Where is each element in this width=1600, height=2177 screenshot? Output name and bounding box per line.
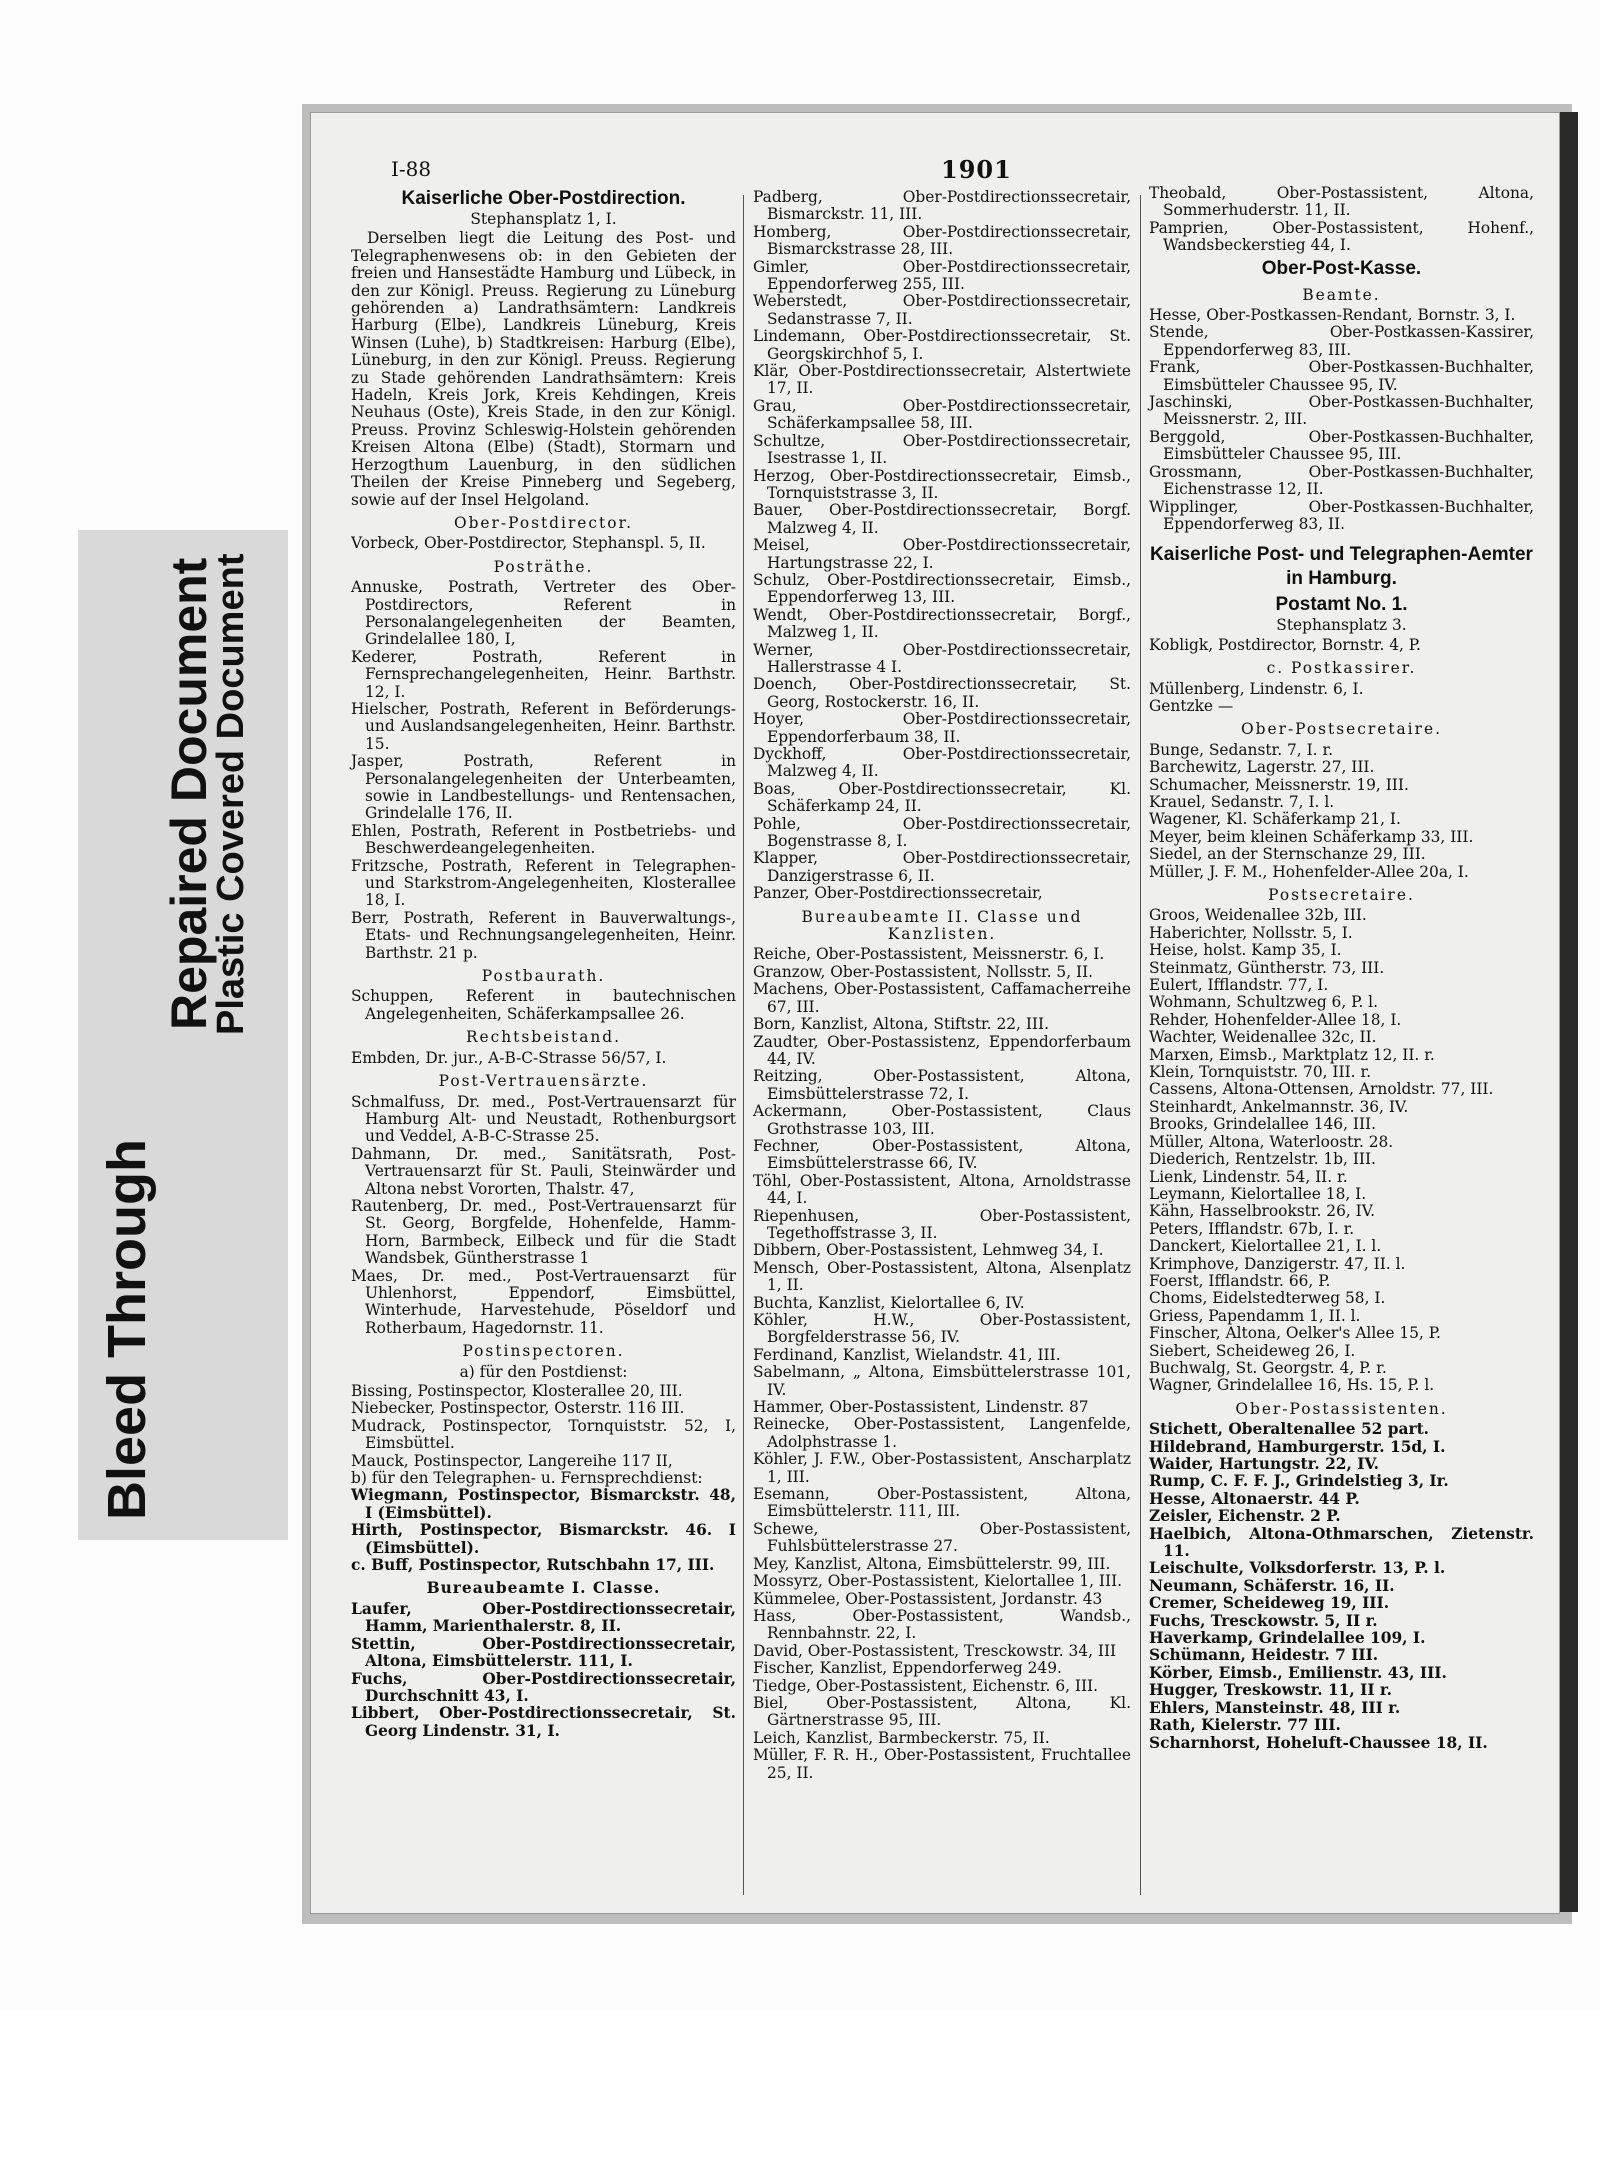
entry: Schuppen, Referent in bautechnischen Angelegenheiten, Schäferkampsallee 26. bbox=[351, 987, 736, 1023]
entry: Homberg, Ober-Postdirectionssecretair, Bismarckstrasse 28, III. bbox=[753, 222, 1131, 259]
entry: Kähn, Hasselbrookstr. 26, IV. bbox=[1149, 1202, 1376, 1221]
entry: Kobligk, Postdirector, Bornstr. 4, P. bbox=[1149, 635, 1421, 654]
entry: Leich, Kanzlist, Barmbeckerstr. 75, II. bbox=[753, 1728, 1050, 1747]
entry-list bbox=[1149, 1421, 1534, 1752]
entry: Grossmann, Ober-Postkassen-Buchhalter, Eichenstrasse 12, II. bbox=[1149, 462, 1534, 499]
entry: Hammer, Ober-Postassistent, Lindenstr. 87 bbox=[753, 1398, 1089, 1417]
entry: Fechner, Ober-Postassistent, Altona, Eimsbüttelerstrasse 66, IV. bbox=[753, 1136, 1131, 1173]
repaired-document-label: Repaired Document bbox=[161, 557, 217, 1030]
entry: Waider, Hartungstr. 22, IV. bbox=[1149, 1455, 1380, 1473]
column-2 bbox=[753, 185, 1131, 1782]
entry: Bissing, Postinspector, Klosterallee 20, III. bbox=[351, 1382, 683, 1400]
entry: Neumann, Schäferstr. 16, II. bbox=[1149, 1576, 1395, 1595]
column-rule-1 bbox=[743, 195, 744, 1895]
entry: Fuchs, Ober-Postdirectionssecretair, Durchschnitt 43, I. bbox=[351, 1669, 736, 1705]
section-heading: Bureaubeamte II. Classe und Kanzlisten. bbox=[801, 907, 1083, 944]
entry: Stichett, Oberaltenallee 52 part. bbox=[1149, 1420, 1430, 1439]
entry: Jaschinski, Ober-Postkassen-Buchhalter, Meissnerstr. 2, III. bbox=[1149, 393, 1534, 429]
entry: Riepenhusen, Ober-Postassistent, Tegethoffstrasse 3, II. bbox=[753, 1206, 1131, 1242]
entry: Sabelmann, „ Altona, Eimsbüttelerstrasse 101, IV. bbox=[753, 1363, 1131, 1399]
entry-list bbox=[351, 535, 736, 552]
page-number: I-88 bbox=[391, 157, 432, 181]
entry: Frank, Ober-Postkassen-Buchhalter, Eimsbütteler Chaussee 95, IV. bbox=[1149, 358, 1534, 394]
entry: Born, Kanzlist, Altona, Stiftstr. 22, III. bbox=[753, 1015, 1049, 1034]
entry: Dyckhoff, Ober-Postdirectionssecretair, Malzweg 4, II. bbox=[753, 745, 1131, 781]
entry: Wachter, Weidenallee 32c, II. bbox=[1149, 1028, 1377, 1047]
entry: Wendt, Ober-Postdirectionssecretair, Borgf., Malzweg 1, II. bbox=[753, 605, 1131, 642]
entry: Zaudter, Ober-Postassistenz, Eppendorferbaum 44, IV. bbox=[753, 1032, 1131, 1068]
entry: Krimphove, Danzigerstr. 47, II. l. bbox=[1149, 1254, 1406, 1273]
entry: Laufer, Ober-Postdirectionssecretair, Hamm, Marienthalerstr. 8, II. bbox=[351, 1599, 736, 1636]
entry: Hildebrand, Hamburgerstr. 15d, I. bbox=[1149, 1437, 1446, 1456]
entry-list bbox=[351, 1383, 736, 1470]
entry: Heise, holst. Kamp 35, I. bbox=[1149, 941, 1342, 960]
section-address: Stephansplatz 3. bbox=[1276, 616, 1407, 635]
entry: Herzog, Ober-Postdirectionssecretair, Eimsb., Tornquiststrasse 3, II. bbox=[753, 466, 1131, 502]
entry: Eulert, Ifflandstr. 77, I. bbox=[1149, 976, 1329, 995]
entry: Weberstedt, Ober-Postdirectionssecretair, Sedanstrasse 7, II. bbox=[753, 292, 1131, 328]
entry: Wipplinger, Ober-Postkassen-Buchhalter, Eppendorferweg 83, II. bbox=[1149, 497, 1534, 533]
entry: Körber, Eimsb., Emilienstr. 43, III. bbox=[1149, 1663, 1447, 1682]
entry: Lienk, Lindenstr. 54, II. r. bbox=[1149, 1167, 1348, 1186]
section-heading: Postinspectoren. bbox=[462, 1342, 625, 1361]
entry-list bbox=[1149, 637, 1534, 654]
entry: Choms, Eidelstedterweg 58, I. bbox=[1149, 1289, 1386, 1308]
entry: Leymann, Kielortallee 18, I. bbox=[1149, 1184, 1367, 1203]
entry: Barchewitz, Lagerstr. 27, III. bbox=[1149, 758, 1375, 777]
entry: Schultze, Ober-Postdirectionssecretair, Isestrasse 1, II. bbox=[753, 431, 1131, 468]
entry-list bbox=[351, 1050, 736, 1067]
entry: Wiegmann, Postinspector, Bismarckstr. 48, I (Eimsbüttel). bbox=[351, 1486, 736, 1522]
column-3 bbox=[1149, 185, 1534, 1752]
entry: Zeisler, Eichenstr. 2 P. bbox=[1149, 1507, 1341, 1526]
entry: Klär, Ober-Postdirectionssecretair, Alstertwiete 17, II. bbox=[753, 362, 1131, 398]
entry-list bbox=[1149, 742, 1534, 881]
section-heading: Beamte. bbox=[1302, 285, 1381, 304]
entry: Rump, C. F. F. J., Grindelstieg 3, Ir. bbox=[1149, 1472, 1449, 1491]
subsection-heading: b) für den Telegraphen- u. Fernsprechdienst: bbox=[351, 1469, 703, 1488]
entry: Haberichter, Nollsstr. 5, I. bbox=[1149, 923, 1353, 942]
entry: Hielscher, Postrath, Referent in Beförderungs- und Auslandsangelegenheiten, Heinr. Barthstr. 15. bbox=[351, 699, 736, 753]
page-binding-edge bbox=[1560, 112, 1578, 1912]
entry: Doench, Ober-Postdirectionssecretair, St. Georg, Rostockerstr. 16, II. bbox=[753, 675, 1131, 711]
entry: Mauck, Postinspector, Langereihe 117 II, bbox=[351, 1451, 673, 1470]
entry: Wohmann, Schultzweg 6, P. l. bbox=[1149, 993, 1378, 1012]
entry-list bbox=[351, 1601, 736, 1740]
entry: Vorbeck, Ober-Postdirector, Stephanspl. 5, II. bbox=[351, 534, 706, 553]
section-heading: Post-Vertrauensärzte. bbox=[438, 1072, 649, 1091]
bleed-through-label: Bleed Through bbox=[97, 1139, 157, 1520]
entry: Mossyrz, Ober-Postassistent, Kielortallee 1, III. bbox=[753, 1572, 1123, 1591]
entry-list bbox=[1149, 307, 1534, 533]
entry: Meisel, Ober-Postdirectionssecretair, Hartungstrasse 22, I. bbox=[753, 536, 1131, 572]
subsection-heading: a) für den Postdienst: bbox=[459, 1362, 628, 1381]
entry: Groos, Weidenallee 32b, III. bbox=[1149, 906, 1367, 925]
entry: Stettin, Ober-Postdirectionssecretair, Altona, Eimsbüttelerstr. 111, I. bbox=[351, 1634, 736, 1671]
entry: Müllenberg, Lindenstr. 6, I. bbox=[1149, 679, 1364, 698]
entry: Buchta, Kanzlist, Kielortallee 6, IV. bbox=[753, 1293, 1025, 1312]
section-title: Kaiserliche Ober-Postdirection. bbox=[401, 188, 686, 209]
entry: Klapper, Ober-Postdirectionssecretair, Danzigerstrasse 6, II. bbox=[753, 849, 1131, 885]
entry: Töhl, Ober-Postassistent, Altona, Arnoldstrasse 44, I. bbox=[753, 1171, 1131, 1208]
entry: Grau, Ober-Postdirectionssecretair, Schäferkampsallee 58, III. bbox=[753, 396, 1131, 433]
column-1 bbox=[351, 185, 736, 1740]
entry-list bbox=[1149, 185, 1534, 255]
entry: Müller, F. R. H., Ober-Postassistent, Fruchtallee 25, II. bbox=[753, 1746, 1131, 1782]
entry-list bbox=[351, 579, 736, 962]
entry: Annuske, Postrath, Vertreter des Ober-Postdirectors, Referent in Personalangelegenheiten der Beamten, Grindelallee 180, I, bbox=[351, 578, 736, 649]
entry: Hoyer, Ober-Postdirectionssecretair, Eppendorferbaum 38, II. bbox=[753, 710, 1131, 746]
entry: Rehder, Hohenfelder-Allee 18, I. bbox=[1149, 1010, 1402, 1029]
entry: Scharnhorst, Hoheluft-Chaussee 18, II. bbox=[1149, 1733, 1488, 1752]
entry: Wagener, Kl. Schäferkamp 21, I. bbox=[1149, 810, 1401, 829]
entry: Köhler, J. F.W., Ober-Postassistent, Anscharplatz 1, III. bbox=[753, 1450, 1131, 1486]
entry: Mey, Kanzlist, Altona, Eimsbüttelerstr. 99, III. bbox=[753, 1554, 1111, 1573]
entry: Hass, Ober-Postassistent, Wandsb., Rennbahnstr. 22, I. bbox=[753, 1606, 1131, 1643]
entry: Diederich, Rentzelstr. 1b, III. bbox=[1149, 1150, 1376, 1169]
entry-list bbox=[1149, 681, 1534, 716]
bottom-margin bbox=[0, 2010, 1600, 2177]
entry-list bbox=[1149, 907, 1534, 1394]
entry: Klein, Tornquiststr. 70, III. r. bbox=[1149, 1063, 1372, 1082]
entry: Schmalfuss, Dr. med., Post-Vertrauensarzt für Hamburg Alt- und Neustadt, Rothenburgsort und Veddel, A-B-C-Strasse 25. bbox=[351, 1092, 736, 1146]
entry: Dibbern, Ober-Postassistent, Lehmweg 34, I. bbox=[753, 1241, 1104, 1260]
entry: Schewe, Ober-Postassistent, Fuhlsbüttelerstrasse 27. bbox=[753, 1519, 1131, 1556]
entry: Mudrack, Postinspector, Tornquiststr. 52, I, Eimsbüttel. bbox=[351, 1416, 736, 1453]
entry-list bbox=[753, 189, 1131, 903]
entry: Kederer, Postrath, Referent in Fernsprechangelegenheiten, Heinr. Barthstr. 12, I. bbox=[351, 647, 736, 701]
entry: Gimler, Ober-Postdirectionssecretair, Eppendorferweg 255, III. bbox=[753, 257, 1131, 294]
entry: Wagner, Grindelallee 16, Hs. 15, P. l. bbox=[1149, 1376, 1435, 1395]
column-rule-2 bbox=[1140, 195, 1141, 1895]
entry: Siedel, an der Sternschanze 29, III. bbox=[1149, 845, 1426, 864]
section-title: Postamt No. 1. bbox=[1275, 594, 1408, 616]
section-heading: Ober-Postsecretaire. bbox=[1241, 720, 1442, 739]
entry: Steinhardt, Ankelmannstr. 36, IV. bbox=[1149, 1097, 1409, 1116]
entry: Machens, Ober-Postassistent, Caffamacherreihe 67, III. bbox=[753, 980, 1131, 1016]
section-heading: Ober-Postassistenten. bbox=[1235, 1399, 1448, 1418]
entry-list bbox=[351, 988, 736, 1023]
entry: Müller, Altona, Waterloostr. 28. bbox=[1149, 1132, 1394, 1151]
entry: Schümann, Heidestr. 7 III. bbox=[1149, 1646, 1379, 1665]
entry: Hesse, Altonaerstr. 44 P. bbox=[1149, 1489, 1360, 1508]
entry: Niebecker, Postinspector, Osterstr. 116 III. bbox=[351, 1399, 685, 1418]
entry: Jasper, Postrath, Referent in Personalangelegenheiten der Unterbeamten, sowie in Landbestellungs- und Rentensachen, Grindelalle 176, II. bbox=[351, 752, 736, 823]
entry: Rath, Kielerstr. 77 III. bbox=[1149, 1716, 1341, 1735]
entry: Reitzing, Ober-Postassistent, Altona, Eimsbüttelerstrasse 72, I. bbox=[753, 1067, 1131, 1103]
entry: Ehlers, Mansteinstr. 48, III r. bbox=[1149, 1698, 1401, 1717]
entry: Pohle, Ober-Postdirectionssecretair, Bogenstrasse 8, I. bbox=[753, 814, 1131, 851]
page-year: 1901 bbox=[941, 155, 1012, 184]
entry: Fischer, Kanzlist, Eppendorferweg 249. bbox=[753, 1659, 1062, 1678]
entry: Tiedge, Ober-Postassistent, Eichenstr. 6, III. bbox=[753, 1676, 1099, 1695]
entry: Danckert, Kielortallee 21, I. l. bbox=[1149, 1237, 1382, 1256]
entry: Padberg, Ober-Postdirectionssecretair, Bismarckstr. 11, III. bbox=[753, 188, 1131, 224]
entry: Reinecke, Ober-Postassistent, Langenfelde, Adolphstrasse 1. bbox=[753, 1415, 1131, 1451]
entry: Schumacher, Meissnerstr. 19, III. bbox=[1149, 775, 1409, 794]
entry: Siebert, Scheideweg 26, I. bbox=[1149, 1341, 1356, 1360]
entry: Cassens, Altona-Ottensen, Arnoldstr. 77, III. bbox=[1149, 1080, 1494, 1099]
section-heading: Ober-Postdirector. bbox=[453, 513, 634, 532]
entry: c. Buff, Postinspector, Rutschbahn 17, III. bbox=[351, 1556, 715, 1575]
entry: Maes, Dr. med., Post-Vertrauensarzt für Uhlenhorst, Eppendorf, Eimsbüttel, Winterhude, Harvestehude, Pöseldorf und Rotherbaum, Hagedornstr. 11. bbox=[351, 1266, 736, 1337]
entry: Cremer, Scheideweg 19, III. bbox=[1149, 1594, 1390, 1613]
section-address: Stephansplatz 1, I. bbox=[470, 210, 617, 228]
entry: Köhler, H.W., Ober-Postassistent, Borgfelderstrasse 56, IV. bbox=[753, 1311, 1131, 1347]
entry: Rautenberg, Dr. med., Post-Vertrauensarzt für St. Georg, Borgfelde, Hohenfelde, Hamm-Horn, Barmbeck, Eilbeck und für die Stadt Wandsbek, Güntherstrasse 1 bbox=[351, 1196, 736, 1268]
entry: Griess, Papendamm 1, II. l. bbox=[1149, 1306, 1361, 1325]
entry: Bauer, Ober-Postdirectionssecretair, Borgf. Malzweg 4, II. bbox=[753, 501, 1131, 537]
page-header bbox=[391, 157, 1491, 187]
entry: Haverkamp, Grindelallee 109, I. bbox=[1149, 1629, 1426, 1648]
entry: Biel, Ober-Postassistent, Altona, Kl. Gärtnerstrasse 95, III. bbox=[753, 1693, 1131, 1730]
entry: Boas, Ober-Postdirectionssecretair, Kl. Schäferkamp 24, II. bbox=[753, 779, 1131, 816]
entry: Bunge, Sedanstr. 7, I. r. bbox=[1149, 740, 1334, 759]
entry: Hugger, Treskowstr. 11, II r. bbox=[1149, 1681, 1392, 1700]
section-heading: Rechtsbeistand. bbox=[465, 1028, 622, 1047]
entry: Panzer, Ober-Postdirectionssecretair, bbox=[753, 884, 1043, 903]
entry: Kümmelee, Ober-Postassistent, Jordanstr. 43 bbox=[753, 1589, 1103, 1608]
entry: Hesse, Ober-Postkassen-Rendant, Bornstr. 3, I. bbox=[1149, 306, 1516, 325]
entry: Ackermann, Ober-Postassistent, Claus Grothstrasse 103, III. bbox=[753, 1102, 1131, 1138]
scanned-page bbox=[310, 112, 1560, 1914]
section-heading: Postsecretaire. bbox=[1268, 886, 1415, 904]
entry: Stende, Ober-Postkassen-Kassirer, Eppendorferweg 83, III. bbox=[1149, 323, 1534, 359]
entry: Lindemann, Ober-Postdirectionssecretair, St. Georgskirchhof 5, I. bbox=[753, 327, 1131, 363]
entry: Theobald, Ober-Postassistent, Altona, Sommerhuderstr. 11, II. bbox=[1149, 184, 1534, 220]
entry: Esemann, Ober-Postassistent, Altona, Eimsbüttelerstr. 111, III. bbox=[753, 1485, 1131, 1521]
entry: Berggold, Ober-Postkassen-Buchhalter, Eimsbütteler Chaussee 95, III. bbox=[1149, 427, 1534, 464]
entry: Meyer, beim kleinen Schäferkamp 33, III. bbox=[1149, 827, 1474, 846]
entry: Steinmatz, Güntherstr. 73, III. bbox=[1149, 958, 1385, 977]
section-title: Kaiserliche Post- und Telegraphen-Aemter in Hamburg. bbox=[1150, 544, 1533, 590]
entry: Fritzsche, Postrath, Referent in Telegraphen- und Starkstrom-Angelegenheiten, Klosterallee 18, I. bbox=[351, 856, 736, 910]
entry: Dahmann, Dr. med., Sanitätsrath, Post-Vertrauensarzt für St. Pauli, Steinwärder und Altona nebst Vororten, Thalstr. 47, bbox=[351, 1144, 736, 1198]
entry: Ehlen, Postrath, Referent in Postbetriebs- und Beschwerdeangelegenheiten. bbox=[351, 821, 736, 858]
section-heading: Bureaubeamte I. Classe. bbox=[426, 1579, 661, 1598]
section-title: Ober-Post-Kasse. bbox=[1261, 257, 1422, 279]
entry-list bbox=[351, 1094, 736, 1338]
entry: Berr, Postrath, Referent in Bauverwaltungs-, Etats- und Rechnungsangelegenheiten, Heinr. Barthstr. 21 p. bbox=[351, 908, 736, 962]
section-heading: Postbaurath. bbox=[481, 967, 606, 986]
entry: Mensch, Ober-Postassistent, Altona, Alsenplatz 1, II. bbox=[753, 1258, 1131, 1295]
entry: Reiche, Ober-Postassistent, Meissnerstr. 6, I. bbox=[753, 945, 1105, 964]
entry: Peters, Ifflandstr. 67b, I. r. bbox=[1149, 1219, 1355, 1238]
entry: Leischulte, Volksdorferstr. 13, P. l. bbox=[1149, 1559, 1446, 1578]
entry: Hirth, Postinspector, Bismarckstr. 46. I (Eimsbüttel). bbox=[351, 1521, 736, 1557]
entry: Werner, Ober-Postdirectionssecretair, Hallerstrasse 4 I. bbox=[753, 640, 1131, 676]
entry: Marxen, Eimsb., Marktplatz 12, II. r. bbox=[1149, 1045, 1435, 1064]
entry: Krauel, Sedanstr. 7, I. l. bbox=[1149, 792, 1335, 811]
entry: Libbert, Ober-Postdirectionssecretair, St. Georg Lindenstr. 31, I. bbox=[351, 1704, 736, 1740]
entry: Granzow, Ober-Postassistent, Nollsstr. 5, II. bbox=[753, 962, 1094, 981]
section-heading: Posträthe. bbox=[493, 557, 594, 576]
section-heading: c. Postkassirer. bbox=[1266, 659, 1417, 678]
plastic-covered-label: Plastic Covered Document bbox=[210, 553, 252, 1035]
entry-list bbox=[351, 1487, 736, 1574]
entry: Brooks, Grindelallee 146, III. bbox=[1149, 1115, 1376, 1134]
entry: Embden, Dr. jur., A-B-C-Strasse 56/57, I. bbox=[351, 1048, 667, 1067]
entry: Haelbich, Altona-Othmarschen, Zietenstr. 11. bbox=[1149, 1524, 1534, 1561]
entry: Buchwalg, St. Georgstr. 4, P. r. bbox=[1149, 1358, 1387, 1377]
entry: Pamprien, Ober-Postassistent, Hohenf., Wandsbeckerstieg 44, I. bbox=[1149, 218, 1534, 255]
entry: Müller, J. F. M., Hohenfelder-Allee 20a, I. bbox=[1149, 862, 1469, 881]
entry: Ferdinand, Kanzlist, Wielandstr. 41, III. bbox=[753, 1345, 1061, 1364]
entry: Fuchs, Tresckowstr. 5, II r. bbox=[1149, 1611, 1378, 1630]
entry: Foerst, Ifflandstr. 66, P. bbox=[1149, 1271, 1331, 1290]
entry: Finscher, Altona, Oelker's Allee 15, P. bbox=[1149, 1324, 1441, 1343]
intro-paragraph: Derselben liegt die Leitung des Post- und Telegraphenwesens ob: in den Gebieten der freien und Hansestädte Hamburg und Lübeck, in den zur Königl. Preuss. Regierung zu Lüneburg gehörenden a) Landrathsämtern: Landkreis Harburg (Elbe), Landkreis Lüneburg, Kreis Winsen (Luhe), b) Stadtkreisen: Harburg (Elbe), Lüneburg, in den zur Königl. Preuss. Regierung zu Stade gehörenden Landrathsämtern: Kreis Hadeln, Kreis Jork, Kreis Kehdingen, Kreis Neuhaus (Oste), Kreis Stade, in den zur Königl. Preuss. Provinz Schleswig-Holstein gehörenden Kreisen Altona (Elbe) (Stadt), Stormarn und Herzogthum Lauenburg, in den südlichen Theilen der Kreise Pinneberg und Segeberg, sowie auf der Insel Helgoland. bbox=[351, 229, 736, 509]
entry-list bbox=[753, 946, 1131, 1782]
entry: David, Ober-Postassistent, Tresckowstr. 34, III bbox=[753, 1641, 1117, 1660]
entry: Gentzke — bbox=[1149, 696, 1234, 715]
entry: Schulz, Ober-Postdirectionssecretair, Eimsb., Eppendorferweg 13, III. bbox=[753, 570, 1131, 607]
